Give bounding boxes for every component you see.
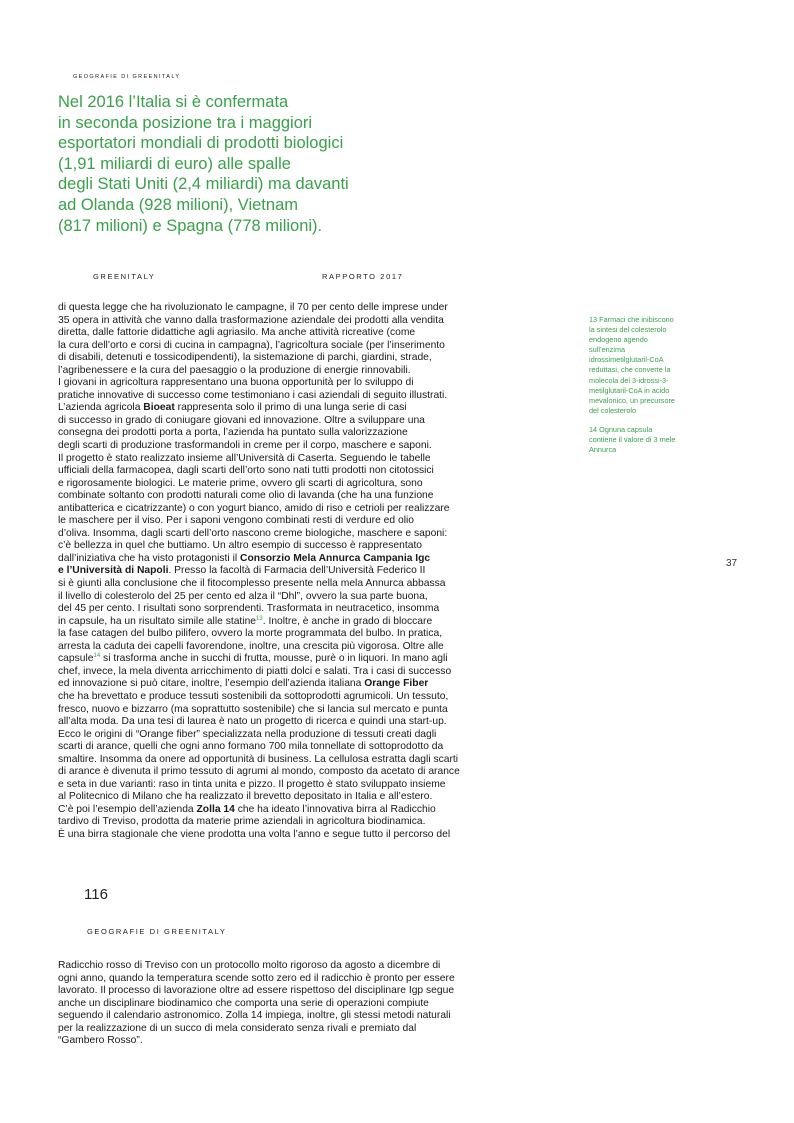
text-line: scarti di arance, quelli che ogni anno formano 700 mila tonnellate di sottoprodotto da [58, 741, 444, 753]
text-line: il livello di colesterolo del 25 per cento ed alza il “Dhl”, ovvero la sua parte buona, [58, 590, 428, 602]
body-text-page-116 [58, 302, 508, 842]
text-line: seguendo il calendario astronomico. Zolla 14 impiega, inoltre, gli stessi metodi naturali [58, 1010, 451, 1022]
text-line: È una birra stagionale che viene prodotta una volta l’anno e segue tutto il percorso del [58, 828, 451, 840]
text-line: smaltire. Insomma da onere ad opportunità di business. La cellulosa estratta dagli scarti [58, 753, 459, 765]
text-line: C’è poi l’esempio dell’azienda Zolla 14 che ha ideato l’innovativa birra al Radicchio [58, 803, 436, 815]
bold-company-name: Zolla 14 [196, 803, 235, 815]
running-header-left: GREENITALY [93, 272, 156, 281]
text-line: in capsule, ha un risultato simile alle statine$^{13}$. Inoltre, è anche in grado di bloccare [58, 615, 433, 627]
text-line: anche un disciplinare biodinamico che comporta una serie di operazioni compiute [58, 997, 429, 1009]
text-line: tardivo di Treviso, prodotta da materie prime aziendali in agricoltura biodinamica. [58, 816, 426, 828]
text-line: e seta in due varianti: raso in tinta unita e pizzo. Il progetto è stato sviluppato insieme [58, 778, 446, 790]
text-line: 35 opera in attività che vanno dalla trasformazione aziendale dei prodotti alla vendita [58, 314, 444, 326]
quote-line: esportatori mondiali di prodotti biologici [58, 134, 344, 153]
text-line: che ha brevettato e produce tessuti sostenibili da sottoprodotti agrumicoli. Un tessuto, [58, 690, 449, 702]
text-line: degli scarti di produzione trasformandoli in creme per il corpo, maschere e saponi. [58, 440, 432, 452]
footnote-14 [589, 425, 709, 455]
quote-line: degli Stati Uniti (2,4 miliardi) ma davanti [58, 175, 349, 194]
footnote-line: mevalonico, un precursore [589, 395, 675, 405]
text-line: Ecco le origini di “Orange fiber” specializzata nella produzione di tessuti creati dagli [58, 728, 437, 740]
text-line: di disabili, detenuti e tossicodipendenti), la sistemazione di parchi, giardini, strade, [58, 352, 432, 364]
text-line: la cura dell’orto e corsi di cucina in campagna), l’agricoltura sociale (per l’inserimento [58, 339, 445, 351]
page-number-left: 116 [84, 886, 108, 903]
text-line: dall’iniziativa che ha visto protagonisti il Consorzio Mela Annurca Campania Igc [58, 552, 431, 564]
text-line: consegna dei prodotti porta a porta, l’azienda ha puntato sulla valorizzazione [58, 427, 408, 439]
text-line: all’alta moda. Da una tesi di laurea è nato un progetto di ricerca e quindi una start-up. [58, 716, 447, 728]
text-line: capsule$^{14}$ si trasforma anche in succhi di frutta, mousse, purè o in liquori. In mano agli [58, 653, 448, 665]
text-line: antibatterica e cicatrizzante) o con yogurt bianco, amido di riso e cetrioli per realizzare [58, 502, 450, 514]
text-line: combinate soltanto con prodotti naturali come olio di lavanda (che ha una funzione [58, 490, 434, 502]
footnote-line: Annurca [589, 445, 617, 455]
text-line: lavorato. Il processo di lavorazione oltre ad essere rispettoso del disciplinare Igp segue [58, 985, 455, 997]
footnote-line: idrossimetilglutaril-CoA [589, 355, 664, 365]
text-line: di arance è divenuta il primo tessuto di agrumi al mondo, composto da acetato di arance [58, 766, 460, 778]
text-line: chef, invece, la mela diventa arricchimento di piatti dolci e salati. Tra i casi di successo [58, 665, 452, 677]
text-line: fresco, nuovo e bizzarro (ma soprattutto sostenibile) che si lancia sul mercato e punta [58, 703, 448, 715]
quote-line: Nel 2016 l’Italia si è confermata [58, 93, 289, 111]
footnote-line: del colesterolo [589, 405, 637, 415]
quote-line: in seconda posizione tra i maggiori [58, 113, 313, 132]
running-header-top: GEOGRAFIE DI GREENITALY [73, 74, 181, 80]
footnote-line: 13 Farmaci che inibiscono [589, 315, 674, 324]
footnote-ref-14[interactable]: 14 [93, 653, 101, 660]
text-line: Radicchio rosso di Treviso con un protocollo molto rigoroso da agosto a dicembre di [58, 960, 441, 971]
footnote-line: endogeno agendo [589, 335, 648, 345]
quote-line: ad Olanda (928 milioni), Vietnam [58, 195, 298, 214]
text-line: e rigorosamente biologici. Le materie prime, ovvero gli scarti di agricoltura, sono [58, 477, 423, 489]
bold-company-name: e l’Università di Napoli [58, 565, 169, 577]
quote-line: (1,91 miliardi di euro) alle spalle [58, 154, 291, 173]
page-number-right: 37 [726, 558, 738, 569]
footnote-line: 14 Ognuna capsula [589, 424, 653, 434]
text-line: si è giunti alla conclusione che il fitocomplesso presente nella mela Annurca abbassa [58, 578, 446, 590]
text-line: Il progetto è stato realizzato insieme all’Università di Caserta. Seguendo le tabelle [58, 452, 431, 464]
text-line: e l’Università di Napoli. Presso la facoltà di Farmacia dell’Università Federico II [58, 565, 426, 577]
quote-line: (817 milioni) e Spagna (778 milioni). [58, 216, 323, 235]
text-line: per la realizzazione di un succo di mela considerato senza rivali e premiato dal [58, 1022, 417, 1034]
text-line: le maschere per il viso. Per i saponi vengono combinati resti di verdure ed olio [58, 515, 414, 527]
footnote-line: la sintesi del colesterolo [589, 325, 667, 335]
bold-company-name: Bioeat [143, 402, 175, 414]
text-line: diretta, dalle fattorie didattiche agli agriasilo. Ma anche attività ricreative (come [58, 327, 416, 339]
text-line: la fase catagen del bulbo pilifero, ovvero la morte programmata del bulbo. In pratica, [58, 628, 443, 640]
footnote-line: sull’enzima [589, 345, 626, 355]
text-line: arresta la caduta dei capelli favorendone, inoltre, una crescita più vigorosa. Oltre alle [58, 640, 444, 652]
text-line: l’agribenessere e la cura del paesaggio o la produzione di energie rinnovabili. [58, 364, 411, 376]
bold-company-name: Consorzio Mela Annurca Campania Igc [240, 552, 431, 564]
footnote-ref-13[interactable]: 13 [256, 615, 263, 622]
text-line: ed innovazione si può citare, inoltre, l’esempio dell’azienda italiana Orange Fiber [58, 678, 429, 690]
text-line: pratiche innovative di successo come testimoniano i casi aziendali di seguito illustrati. [58, 389, 448, 401]
text-line: c’è bellezza in quel che buttiamo. Un altro esempio di successo è rappresentato [58, 540, 423, 552]
running-header-right: RAPPORTO 2017 [322, 272, 404, 281]
pull-quote [58, 92, 388, 236]
text-line: al Politecnico di Milano che ha realizzato il brevetto depositato in Italia e all’estero. [58, 791, 433, 803]
text-line: “Gambero Rosso”. [58, 1035, 143, 1047]
text-line: ufficiali della farmacopea, dagli scarti dell’orto sono nati tutti prodotti non citotossici [58, 465, 434, 477]
footnote-13 [589, 315, 709, 416]
body-text-continued [58, 960, 518, 1048]
text-line: di successo in grado di coniugare giovani ed innovazione. Oltre a sviluppare una [58, 414, 425, 426]
footnote-line: molecola del 3-idrossi-3- [589, 375, 669, 385]
running-header-bottom: GEOGRAFIE DI GREENITALY [87, 927, 227, 936]
text-line: d’oliva. Insomma, dagli scarti dell’orto nascono creme biologiche, maschere e saponi: [58, 527, 448, 539]
text-line: ogni anno, quando la temperatura scende sotto zero ed il radicchio è pronto per essere [58, 972, 455, 984]
text-line: I giovani in agricoltura rappresentano una buona opportunità per lo sviluppo di [58, 377, 414, 389]
footnote-line: contiene il valore di 3 mele [589, 435, 676, 445]
bold-company-name: Orange Fiber [364, 678, 429, 690]
footnote-line: reduttasi, che converte la [589, 365, 671, 375]
text-line: di questa legge che ha rivoluzionato le campagne, il 70 per cento delle imprese under [58, 302, 448, 313]
text-line: L’azienda agricola Bioeat rappresenta solo il primo di una lunga serie di casi [58, 402, 407, 414]
footnote-line: metilglutaril-CoA in acido [589, 385, 670, 395]
sidenotes [589, 315, 709, 464]
text-line: del 45 per cento. I risultati sono sorprendenti. Trasformata in neutracetico, insomma [58, 603, 440, 615]
